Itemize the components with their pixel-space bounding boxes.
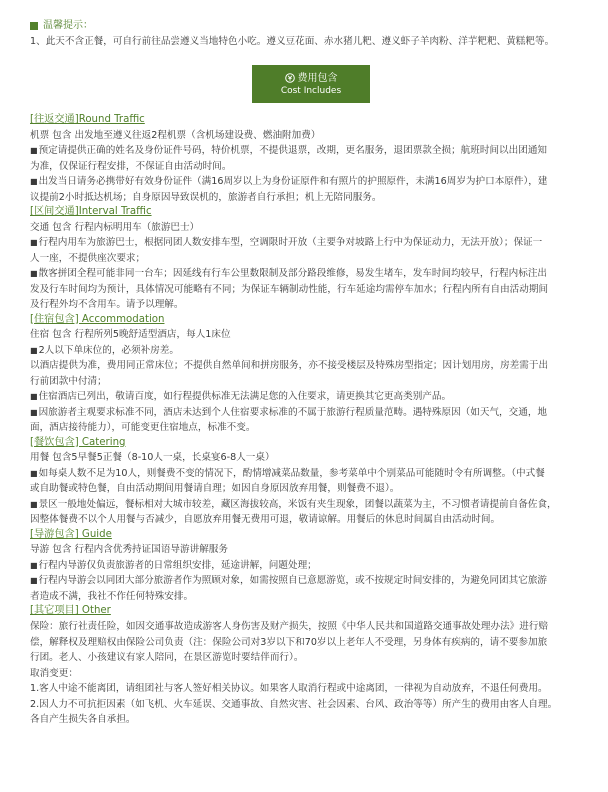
section-title: [其它项目] Other xyxy=(30,605,111,617)
section-line: 行前团款中付清； xyxy=(30,375,107,387)
cost-includes-button[interactable] xyxy=(252,65,370,103)
section-line: ■ 2人以下单床位的，必须补房差。 xyxy=(30,343,592,359)
section-line: 1.客人中途不能离团，请组团社与客人签好相关协议。如果客人取消行程或中途离团，一律视为自动放弃，不退任何费用。 xyxy=(30,683,548,695)
currency-icon xyxy=(285,73,295,83)
section-line: ■ 行程内导游仅负责旅游者的日常组织安排，延途讲解，问题处理； xyxy=(30,558,592,574)
section-line: ■ 出发当日请务必携带好有效身份证件（满16周岁以上为身份证原件和有照片的护照原件，未满16周岁为护口本原件），建 xyxy=(30,174,592,190)
section-title: [餐饮包含] Catering xyxy=(30,436,126,448)
section-line: 因整体餐费不以个人用餐与否减少，自愿放弃用餐无费用可退，敬请谅解。用餐后的休息时间属自由活动时间。 xyxy=(30,514,501,526)
section-line: 各自产生损失各自承担。 xyxy=(30,714,136,726)
section-line: 以酒店提供为准，费用同正常床位；不提供自然单间和拼房服务，亦不接受楼层及特殊房型指定；因计划用房，房差需于出 xyxy=(30,360,549,372)
section-line: 保险：旅行社责任险，如因交通事故造成游客人身伤害及财产损失，按照《中华人民共和国道路交通事故处理办法》进行赔 xyxy=(30,621,549,633)
cost-includes-en: Cost Includes xyxy=(280,85,342,96)
section-line: ■ 行程内导游会以同团大部分旅游者作为照顾对象，如需按照自已意愿游览，或不按规定时间安排的，为避免同团其它旅游 xyxy=(30,573,592,589)
section-line: 行团。老人、小孩建议有家人陪同，在景区游览时要结伴而行）。 xyxy=(30,652,304,664)
section-line: 议提前2小时抵达机场；自身原因导致误机的，旅游者自行承担；机上无陪同服务。 xyxy=(30,191,382,203)
section-line: ■ 因旅游者主观要求标准不同，酒店未达到个人住宿要求标准的不属于旅游行程质量范畴。遇特殊原因（如天气，交通，地 xyxy=(30,405,592,421)
section-line: 为准，仅保证行程安排，不保证自由活动时间。 xyxy=(30,160,232,172)
section-line: 偿，解释权及理赔权由保险公司负责（注：保险公司对3岁以下和70岁以上老年人不受理，另身体有疾病的，请不要参加旅 xyxy=(30,636,548,648)
section-interval-traffic xyxy=(30,205,592,313)
tips-line: 1、此天不含正餐，可自行前往品尝遵义当地特色小吃。遵义豆花面、赤水猪儿粑、遵义虾子羊肉粉、洋芋粑粑、黄糕粑等。 xyxy=(30,36,555,47)
section-line: 及行程外均不含用车。请予以理解。 xyxy=(30,299,184,311)
section-round-traffic xyxy=(30,113,592,205)
section-line: 用餐 包含5早餐5正餐（8-10人一桌，长桌宴6-8人一桌） xyxy=(30,452,275,464)
section-line: 发及行车时间均为预计，具体情况可能略有不同；为保证车辆制动性能，行车延途均需停车加水；行程内所有自由活动期间 xyxy=(30,283,549,295)
tips-header xyxy=(30,19,592,33)
section-other xyxy=(30,604,592,727)
section-line: 导游 包含 行程内含优秀持证国语导游讲解服务 xyxy=(30,544,228,556)
section-title: [往返交通]Round Traffic xyxy=(30,114,145,125)
section-line: 人一座，不提供座次要求； xyxy=(30,252,146,264)
section-line: 面，酒店接待能力），可能变更住宿地点，标准不变。 xyxy=(30,422,256,434)
section-title: [区间交通]Interval Traffic xyxy=(30,206,152,218)
section-line: 机票 包含 出发地至遵义往返2程机票（含机场建设费、燃油附加费） xyxy=(30,129,321,141)
section-line: ■ 住宿酒店已列出，敬请百度，如行程提供标准无法满足您的入住要求，请更换其它更高类别产品。 xyxy=(30,389,592,405)
section-line: 或自助餐或特色餐，自由活动期间用餐请自理；如因自身原因放弃用餐，则餐费不退）。 xyxy=(30,483,400,495)
section-line: 者造成不满，我社不作任何特殊安排。 xyxy=(30,590,194,602)
section-line: ■ 散客拼团全程可能非同一台车；因延线有行车公里数限制及部分路段维修，易发生堵车，发车时间均较早，行程内标注出 xyxy=(30,266,592,282)
section-line: ■ 预定请提供正确的姓名及身份证件号码，特价机票，不提供退票，改期，更名服务，退团票款全损；航班时间以出团通知 xyxy=(30,143,592,159)
section-line: ■ 行程内用车为旅游巴士，根据同团人数安排车型，空调限时开放（主要争对坡路上行中为保证动力，无法开放）；保证一 xyxy=(30,235,592,251)
cost-includes-wrap xyxy=(30,65,592,103)
section-line: 交通 包含 行程内标明用车（旅游巴士） xyxy=(30,221,200,233)
cost-includes-cn: 费用包含 xyxy=(297,72,338,84)
section-catering xyxy=(30,436,592,528)
section-line: 取消变更： xyxy=(30,667,78,679)
section-line: 住宿 包含 行程所列5晚舒适型酒店，每人1床位 xyxy=(30,329,231,341)
section-line: ■ 如每桌人数不足为10人，则餐费不变的情况下，酌情增减菜品数量，参考菜单中个别菜品可能随时令有所调整。（中式餐 xyxy=(30,466,592,482)
section-accommodation xyxy=(30,313,592,436)
tips-title: 温馨提示： xyxy=(43,20,93,31)
section-line: ■ 景区一般地处偏远，餐标相对大城市较差，藏区海拔较高，米饭有夹生现象，团餐以蔬菜为主，不习惯者请提前自备佐食， xyxy=(30,497,592,513)
section-title: [住宿包含] Accommodation xyxy=(30,313,165,325)
section-title: [导游包含] Guide xyxy=(30,528,112,540)
section-guide xyxy=(30,528,592,605)
section-line: 2.因人力不可抗拒因素（如飞机、火车延误、交通事故、自然灾害、社会因素、台风、政治等等）所产生的费用由客人自理。 xyxy=(30,698,558,710)
square-bullet-icon xyxy=(30,22,38,30)
